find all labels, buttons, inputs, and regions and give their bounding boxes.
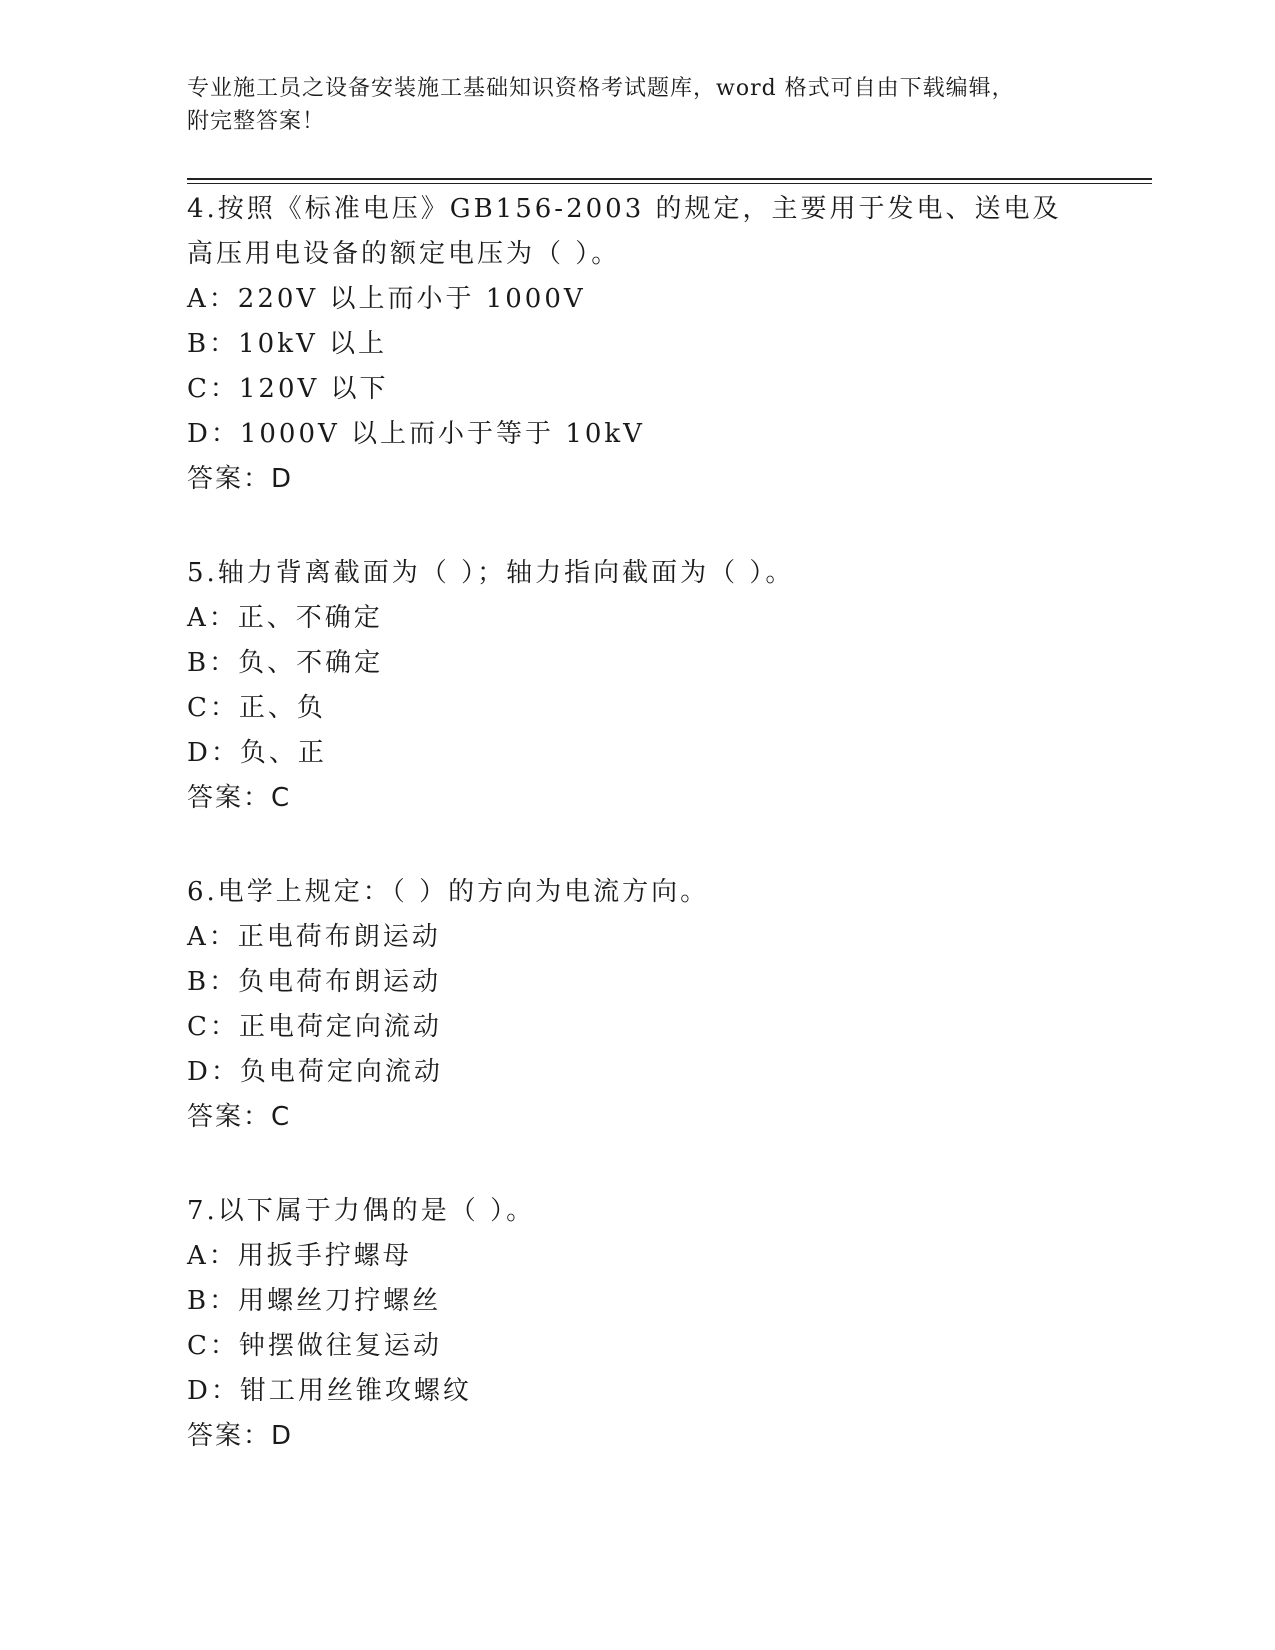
question-stem: 4.按照《标准电压》GB156-2003 的规定，主要用于发电、送电及高压用电设备的额定电压为（ ）。 [187,194,1062,269]
header-divider-thin [187,183,1152,184]
question-stem: 5.轴力背离截面为（ ）；轴力指向截面为（ ）。 [187,558,795,588]
option-a: A：正、不确定 [187,603,383,633]
question-7 [187,1189,1087,1459]
question-list [187,187,1087,1508]
question-4 [187,187,1087,502]
question-6 [187,870,1087,1140]
option-d: D：1000V 以上而小于等于 10kV [187,419,645,449]
question-stem: 6.电学上规定：（ ）的方向为电流方向。 [187,877,710,907]
option-c: C：120V 以下 [187,374,389,404]
option-d: D：负电荷定向流动 [187,1057,443,1087]
answer: 答案：D [187,1421,294,1451]
answer: 答案：C [187,1102,292,1132]
option-b: B：负电荷布朗运动 [187,967,442,997]
question-stem: 7.以下属于力偶的是（ ）。 [187,1196,536,1226]
header-line-2: 附完整答案！ [187,109,326,134]
option-d: D：负、正 [187,738,327,768]
option-d: D：钳工用丝锥攻螺纹 [187,1376,472,1406]
option-c: C：钟摆做往复运动 [187,1331,442,1361]
option-b: B：用螺丝刀拧螺丝 [187,1286,442,1316]
option-c: C：正、负 [187,693,326,723]
option-a: A：用扳手拧螺母 [187,1241,412,1271]
option-a: A：220V 以上而小于 1000V [187,284,586,314]
answer: 答案：C [187,783,292,813]
question-5 [187,551,1087,821]
option-c: C：正电荷定向流动 [187,1012,442,1042]
option-b: B：10kV 以上 [187,329,387,359]
option-a: A：正电荷布朗运动 [187,922,441,952]
answer: 答案：D [187,464,294,494]
header-divider-thick [187,178,1152,180]
option-b: B：负、不确定 [187,648,384,678]
header-line-1: 专业施工员之设备安装施工基础知识资格考试题库，word 格式可自由下载编辑， [187,76,1015,101]
document-header [187,72,1067,138]
